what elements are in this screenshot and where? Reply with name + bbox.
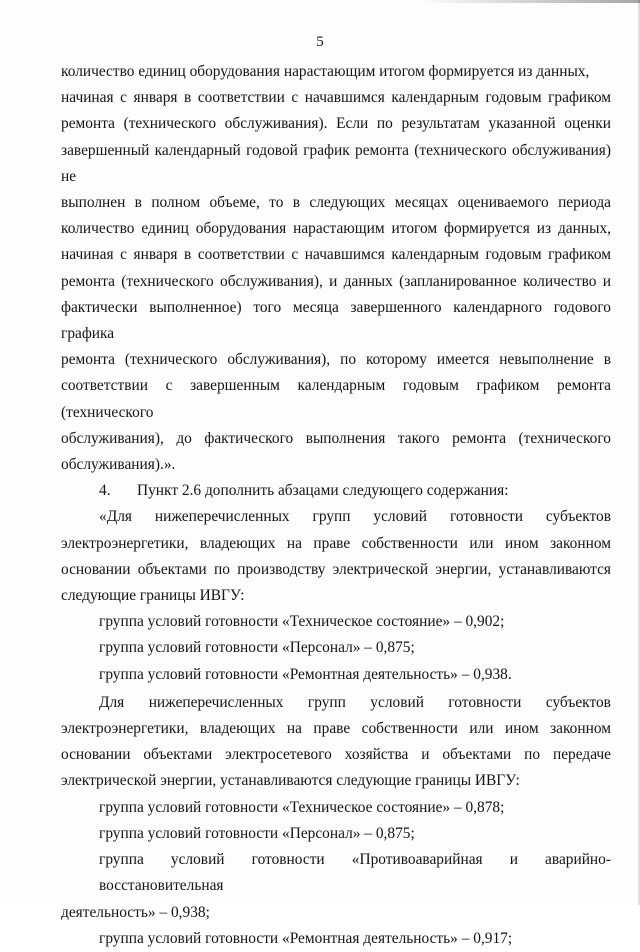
paragraph-continuation (61, 59, 611, 478)
word: субъектов (545, 693, 611, 711)
list-item: группа условий готовности «Техническое состояние» – 0,902; (99, 613, 505, 631)
text-line: соответствии с завершенным календарным годовым графиком ремонта (технического (61, 377, 611, 421)
word: условий (373, 508, 428, 526)
list-item: группа условий готовности «Ремонтная деятельность» – 0,917; (99, 929, 513, 947)
text-line: электроэнергетики, владеющих на праве собственности или ином законном (61, 720, 611, 738)
network-block (61, 690, 611, 952)
word: субъектов (545, 508, 611, 526)
text-line: ремонта (технического обслуживания), по которому имеется невыполнение в (61, 351, 611, 369)
word: Для (99, 693, 125, 711)
text-line: количество единиц оборудования нарастающим итогом формируется из данных, (61, 220, 611, 238)
text-line: выполнен в полном объеме, то в следующих месяцах оцениваемого периода (61, 194, 611, 212)
text-line: электрической энергии, устанавливаются следующие границы ИВГУ: (61, 772, 520, 790)
item-number: 4. (99, 482, 111, 500)
text-line: обслуживания), до фактического выполнения такого ремонта (технического (61, 429, 611, 447)
scan-shadow-top (420, 0, 640, 3)
text-line: обслуживания).». (61, 456, 176, 474)
word: нижеперечисленных (154, 508, 290, 526)
text-line: завершенный календарный годовой график ремонта (технического обслуживания) не (61, 141, 611, 185)
list-item-continuation: деятельность» – 0,938; (61, 903, 210, 921)
item-4 (61, 478, 611, 504)
word: «Для (99, 508, 132, 526)
word: нижеперечисленных (148, 693, 284, 711)
generation-block (61, 504, 611, 687)
spread-line (61, 690, 611, 716)
text-line: ремонта (технического обслуживания). Если по результатам указанной оценки (61, 115, 611, 133)
word: групп (312, 508, 351, 526)
text-line: основании объектами по производству электрической энергии, устанавливаются (61, 560, 611, 578)
word: условий (370, 693, 424, 711)
list-item: группа условий готовности «Противоаварийная и аварийно-восстановительная (99, 851, 611, 895)
document-body (61, 59, 611, 952)
list-item: группа условий готовности «Персонал» – 0,875; (99, 824, 415, 842)
text-line: следующие границы ИВГУ: (61, 587, 245, 605)
page-number: 5 (316, 34, 324, 50)
item-text: Пункт 2.6 дополнить абзацами следующего содержания: (137, 482, 509, 500)
text-line: электроэнергетики, владеющих на праве собственности или ином законном (61, 534, 611, 552)
word: готовности (449, 508, 523, 526)
spread-line (61, 504, 611, 530)
text-line: фактически выполненное) того месяца завершенного календарного годового графика (61, 298, 611, 343)
list-item: группа условий готовности «Техническое состояние» – 0,878; (99, 798, 505, 816)
list-item: группа условий готовности «Персонал» – 0,875; (99, 639, 415, 657)
text-line: начиная с января в соответствии с начавшимся календарным годовым графиком (61, 89, 611, 107)
list-item: группа условий готовности «Ремонтная деятельность» – 0,938. (99, 665, 512, 683)
word: готовности (448, 693, 522, 711)
text-line: начиная с января в соответствии с начавшимся календарным годовым графиком (61, 246, 611, 264)
word: групп (307, 693, 346, 711)
text-line: ремонта (технического обслуживания), и данных (запланированное количество и (61, 272, 611, 290)
text-line: основании объектами электросетевого хозяйства и объектами по передаче (61, 746, 611, 764)
text-line: количество единиц оборудования нарастающим итогом формируется из данных, (61, 63, 590, 80)
